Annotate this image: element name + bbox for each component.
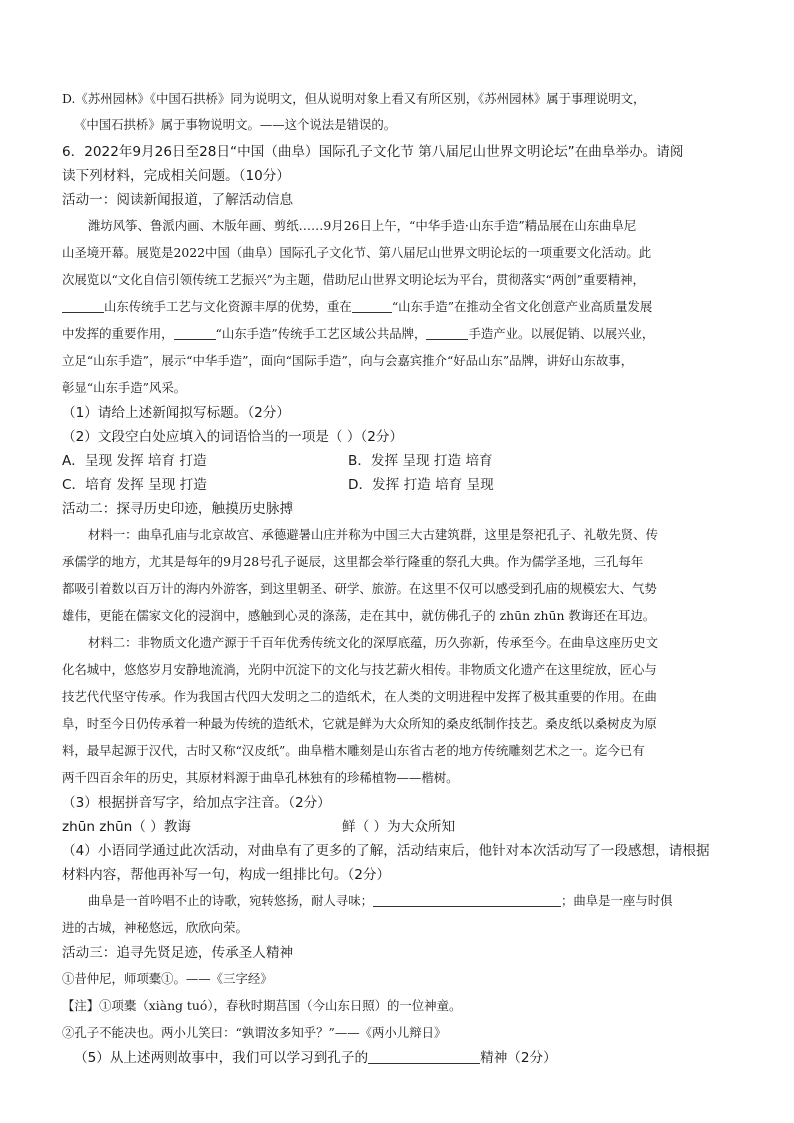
material1-line-1: 材料一：曲阜孔庙与北京故宫、承德避暑山庄并称为中国三大古建筑群，这里是祭祀孔子、礼敬先贤、传 bbox=[88, 527, 658, 542]
options-row-1 bbox=[62, 449, 732, 473]
question-2: （2）文段空白处应填入的词语恰当的一项是（ ）（2分） bbox=[62, 429, 404, 445]
q3-item-b[interactable]: 鲜（ ）为大众所知 bbox=[342, 819, 456, 835]
q5-blank[interactable] bbox=[368, 1049, 480, 1064]
option-d-line2: 《中国石拱桥》属于事物说明文。——这个说法是错误的。 bbox=[74, 117, 397, 132]
question-4-line2: 材料内容，帮他再补写一句，构成一组排比句。（2分） bbox=[62, 867, 391, 883]
activity3-title: 活动三：追寻先贤足迹，传承圣人精神 bbox=[62, 945, 294, 961]
essay-line-2: 进的古城，神秘悠远，欣欣向荣。 bbox=[62, 920, 248, 935]
news-line-5 bbox=[62, 320, 732, 347]
news-line-7: 彰显“山东手造”风采。 bbox=[62, 380, 187, 395]
news-line-4 bbox=[62, 293, 732, 320]
question-3-items bbox=[62, 815, 732, 839]
material2-line-5: 料，最早起源于汉代，古时又称“汉皮纸”。曲阜楷木雕刻是山东省古老的地方传统雕刻艺术之一。迄今已有 bbox=[62, 743, 645, 758]
material1-line-4: 雄伟，更能在儒家文化的浸润中，感触到心灵的涤荡，走在其中，就仿佛孔子的 zhūn zhūn 教诲还在耳边。 bbox=[62, 608, 656, 623]
story-note: 【注】①项橐（xiàng tuó），春秋时期莒国（今山东日照）的一位神童。 bbox=[62, 998, 462, 1013]
exam-page bbox=[62, 86, 732, 1070]
news-line-5a: 中发挥的重要作用， bbox=[62, 326, 174, 341]
material2-line-4: 阜，时至今日仍传承着一种最为传统的造纸术，它就是鲜为大众所知的桑皮纸制作技艺。桑皮纸以桑树皮为原 bbox=[62, 716, 657, 731]
q3-item-a[interactable]: zhūn zhūn（ ）教诲 bbox=[62, 819, 191, 835]
activity2-title: 活动二：探寻历史印迹，触摸历史脉搏 bbox=[62, 501, 294, 517]
news-line-2: 山圣境开幕。展览是2022中国（曲阜）国际孔子文化节、第八届尼山世界文明论坛的一项重要文化活动。此 bbox=[62, 245, 652, 260]
news-line-5c: 手造产业。以展促销、以展兴业， bbox=[468, 326, 655, 341]
material1-line-2: 承儒学的地方，尤其是每年的9月28号孔子诞辰，这里都会举行隆重的祭孔大典。作为儒学圣地，三孔每年 bbox=[62, 554, 644, 569]
fill-blank-2[interactable] bbox=[352, 298, 392, 313]
option-b[interactable]: B．发挥 呈现 打造 培育 bbox=[348, 453, 493, 469]
story-1: ①昔仲尼，师项橐①。——《三字经》 bbox=[62, 971, 273, 986]
question-4-line1: （4）小语同学通过此次活动，对曲阜有了更多的了解，活动结束后，他针对本次活动写了一段感想，请根据 bbox=[62, 843, 710, 859]
news-line-4a: 山东传统手工艺与文化资源丰厚的优势，重在 bbox=[104, 299, 352, 314]
question-6-line1: 6．2022年9月26日至28日“中国（曲阜）国际孔子文化节 第八届尼山世界文明论坛”在曲阜举办。请阅 bbox=[62, 144, 684, 160]
news-line-6: 立足“山东手造”，展示“中华手造”，面向“国际手造”，向与会嘉宾推介“好品山东”品牌，讲好山东故事， bbox=[62, 353, 634, 368]
news-line-1: 潍坊风筝、鲁派内画、木版年画、剪纸……9月26日上午，“中华手造·山东手造”精品展在山东曲阜尼 bbox=[88, 218, 637, 233]
question-5 bbox=[62, 1046, 732, 1070]
question-3: （3）根据拼音写字，给加点字注音。（2分） bbox=[62, 795, 331, 811]
q5-prefix: （5）从上述两则故事中，我们可以学习到孔子的 bbox=[74, 1050, 369, 1066]
option-a[interactable]: A．呈现 发挥 培育 打造 bbox=[62, 453, 207, 469]
material2-line-3: 技艺代代坚守传承。作为我国古代四大发明之二的造纸术，在人类的文明进程中发挥了极其重要的作用。在曲 bbox=[62, 689, 657, 704]
option-d-line1: D.《苏州园林》《中国石拱桥》同为说明文，但从说明对象上看又有所区别，《苏州园林》属于事理说明文， bbox=[62, 91, 646, 106]
news-line-5b: “山东手造”传统手工艺区域公共品牌， bbox=[215, 326, 427, 341]
essay-line-1 bbox=[62, 887, 732, 914]
option-d[interactable]: D．发挥 打造 培育 呈现 bbox=[348, 477, 494, 493]
option-c[interactable]: C．培育 发挥 呈现 打造 bbox=[62, 477, 207, 493]
material2-line-2: 化名城中，悠悠岁月安静地流淌，光阴中沉淀下的文化与技艺薪火相传。非物质文化遗产在这里绽放，匠心与 bbox=[62, 662, 657, 677]
material2-line-6: 两千四百余年的历史，其原材料源于曲阜孔林独有的珍稀植物——楷树。 bbox=[62, 770, 459, 785]
material1-line-3: 都吸引着数以百万计的海内外游客，到这里朝圣、研学、旅游。在这里不仅可以感受到孔庙的规模宏大、气势 bbox=[62, 581, 657, 596]
options-row-2 bbox=[62, 473, 732, 497]
fill-blank-1[interactable] bbox=[62, 298, 104, 313]
fill-blank-4[interactable] bbox=[426, 325, 468, 340]
essay-blank[interactable] bbox=[373, 892, 561, 907]
story-2: ②孔子不能决也。两小儿笑曰：“孰谓汝多知乎？”——《两小儿辩日》 bbox=[62, 1025, 447, 1040]
material2-line-1: 材料二：非物质文化遗产源于千百年优秀传统文化的深厚底蕴，历久弥新，传承至今。在曲阜这座历史文 bbox=[88, 635, 658, 650]
news-line-3: 次展览以“文化自信引领传统工艺振兴”为主题，借助尼山世界文明论坛为平台，贯彻落实“两创”重要精神， bbox=[62, 272, 645, 287]
essay-b: ；曲阜是一座与时俱 bbox=[560, 893, 673, 908]
question-1: （1）请给上述新闻拟写标题。（2分） bbox=[62, 405, 290, 421]
q5-suffix: 精神（2分） bbox=[480, 1050, 557, 1066]
news-line-4b: “山东手造”在推动全省文化创意产业高质量发展 bbox=[391, 299, 653, 314]
essay-a: 曲阜是一首吟唱不止的诗歌，宛转悠扬，耐人寻味； bbox=[88, 893, 373, 908]
activity1-title: 活动一：阅读新闻报道，了解活动信息 bbox=[62, 192, 294, 208]
fill-blank-3[interactable] bbox=[174, 325, 216, 340]
question-6-line2: 读下列材料，完成相关问题。（10分） bbox=[62, 168, 290, 184]
